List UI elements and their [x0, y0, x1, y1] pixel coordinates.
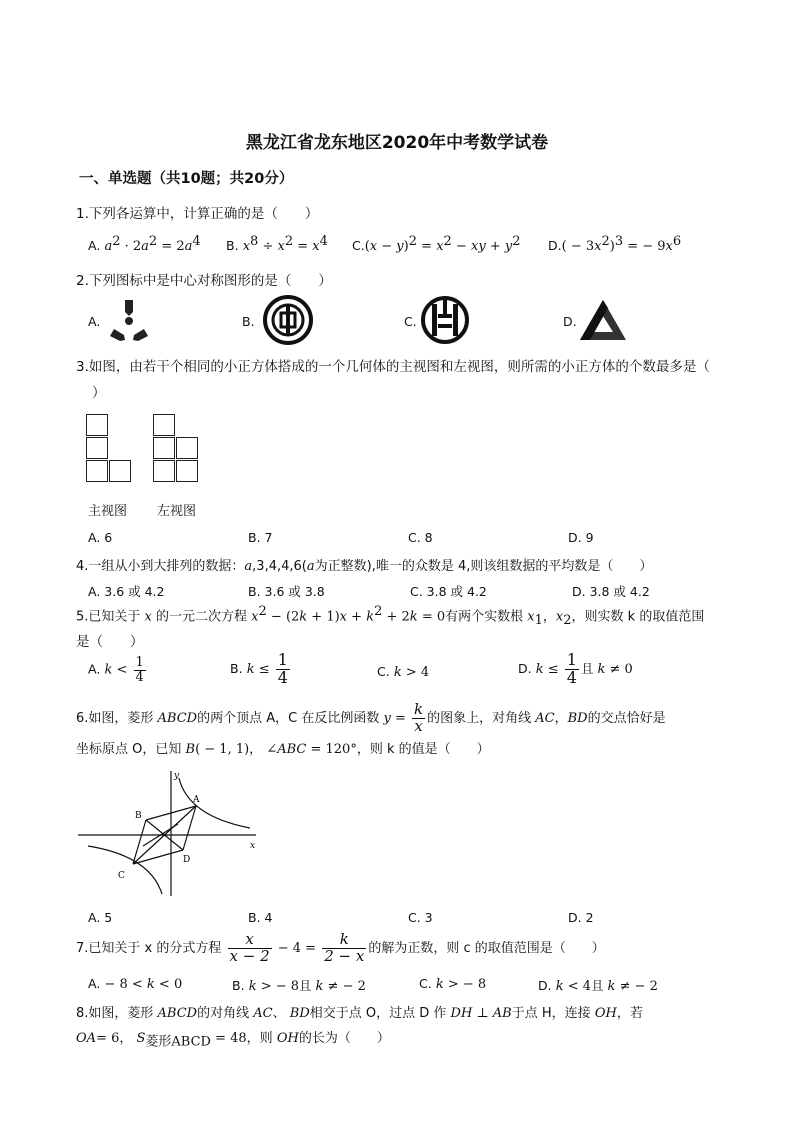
q4-stem: 4.一组从小到大排列的数据：a,3,4,4,6(a为正整数),唯一的众数是 4,则该组数据的平均数是（ ）: [76, 559, 653, 574]
q8-stem: 8.如图，菱形 ABCD的对角线 AC、 BD相交于点 O，过点 D 作 DH ⊥ AB于点 H，连接 OH，若: [76, 1006, 643, 1021]
q1-option-b: B. $x^8 \div x^2 = x^4$: [226, 234, 328, 255]
q6-stem-line2: 坐标原点 O，已知 B( − 1, 1)， ∠ABC = 120°，则 k 的值是（ ）: [76, 742, 490, 757]
q3-left-view-figure: [153, 414, 203, 486]
q2-triskelion-icon: [106, 296, 152, 342]
q4-option-c: C. 3.8 或 4.2: [410, 584, 487, 599]
q3-option-c: C. 8: [408, 530, 433, 545]
q1-option-c: $C.(x - y)^2 = x^2$ − xy + $y^2$: [352, 234, 521, 255]
q3-option-b: B. 7: [248, 530, 273, 545]
q2-option-a-label: A.: [88, 314, 101, 329]
q1-option-a: A. $a^2 \cdot 2a^2 = 2a^4$: [88, 234, 201, 255]
section-heading: 一、单选题（共10题；共20分）: [79, 171, 294, 187]
q6-option-a: A. 5: [88, 910, 113, 925]
q6-figure-label-x: x: [250, 841, 256, 851]
q5-option-c: C. k > 4: [377, 664, 430, 680]
q6-figure-label-b: B: [135, 811, 142, 821]
q7-option-d: D. k < 4且 k ≠ − 2: [538, 978, 658, 994]
q6-option-b: B. 4: [248, 910, 273, 925]
q2-coin-icon: [262, 294, 314, 346]
q2-impossible-triangle-icon: [578, 298, 628, 342]
q6-figure-label-a: A: [193, 795, 200, 805]
q6-figure-label-c: C: [118, 871, 125, 881]
q5-option-a: A. k < $\frac{1}{4}$: [88, 655, 144, 685]
q6-rhombus-hyperbola-figure: [78, 768, 268, 898]
q8-stem-line2: OA= 6， $S_{菱形ABCD} = 48$，则 OH的长为（ ）: [76, 1031, 390, 1050]
q5-option-d: D. k ≤ $\frac{1}{4}$ 且 k ≠ 0: [518, 650, 633, 687]
q2-option-d-label: D.: [563, 314, 577, 329]
q5-option-b: B. k ≤ $\frac{1}{4}$: [230, 650, 288, 687]
q7-stem: 7.已知关于 x 的分式方程 $\frac{x}{x - 2}$ − 4 = $\frac{k}{2 - x}$ 的解为正数，则 c 的取值范围是（ ）: [76, 930, 605, 965]
q5-stem-line2: 是（ ）: [76, 634, 144, 650]
q6-stem: 6.如图，菱形 ABCD的两个顶点 A，C 在反比例函数 y = $\frac{k}{x}$ 的图象上，对角线 AC，BD的交点恰好是: [76, 700, 666, 735]
q2-option-b-label: B.: [242, 314, 255, 329]
q4-option-a: A. 3.6 或 4.2: [88, 584, 165, 599]
q7-option-b: B. k > − 8且 k ≠ − 2: [232, 978, 366, 994]
q3-stem-line1: 3.如图，由若干个相同的小正方体搭成的一个几何体的主视图和左视图，则所需的小正方体的个数最多是（: [76, 359, 710, 375]
q3-option-d: D. 9: [568, 530, 594, 545]
q6-figure-label-y: y: [174, 771, 180, 781]
q3-option-a: A. 6: [88, 530, 113, 545]
q6-option-d: D. 2: [568, 910, 594, 925]
q6-option-c: C. 3: [408, 910, 433, 925]
page-title: 黑龙江省龙东地区2020年中考数学试卷: [245, 133, 549, 153]
q3-left-view-caption: 左视图: [157, 504, 197, 519]
q1-option-d: $D.( - 3x^2)^3$ = − $9x^6$: [548, 234, 682, 255]
q4-option-d: D. 3.8 或 4.2: [572, 584, 650, 599]
q6-figure-label-d: D: [183, 855, 191, 865]
q2-stem: 2.下列图标中是中心对称图形的是（ ）: [76, 273, 332, 289]
q2-bank-logo-icon: [420, 294, 470, 346]
q2-option-c-label: C.: [404, 314, 417, 329]
q7-option-a: A. − 8 < k < 0: [88, 976, 183, 992]
q1-stem: 1.下列各运算中，计算正确的是（ ）: [76, 206, 319, 222]
q3-front-view-caption: 主视图: [88, 504, 128, 519]
q7-option-c: C. k > − 8: [419, 976, 487, 992]
q3-front-view-figure: [86, 414, 136, 486]
q3-stem-line2: ）: [92, 385, 106, 401]
q5-stem: 5.已知关于 x 的一元二次方程 $x^2 - (2k + 1)x + k^2 + 2k = 0$有两个实数根 $x_1$，$x_2$，则实数 k 的取值范围: [76, 604, 705, 628]
q4-option-b: B. 3.6 或 3.8: [248, 584, 325, 599]
